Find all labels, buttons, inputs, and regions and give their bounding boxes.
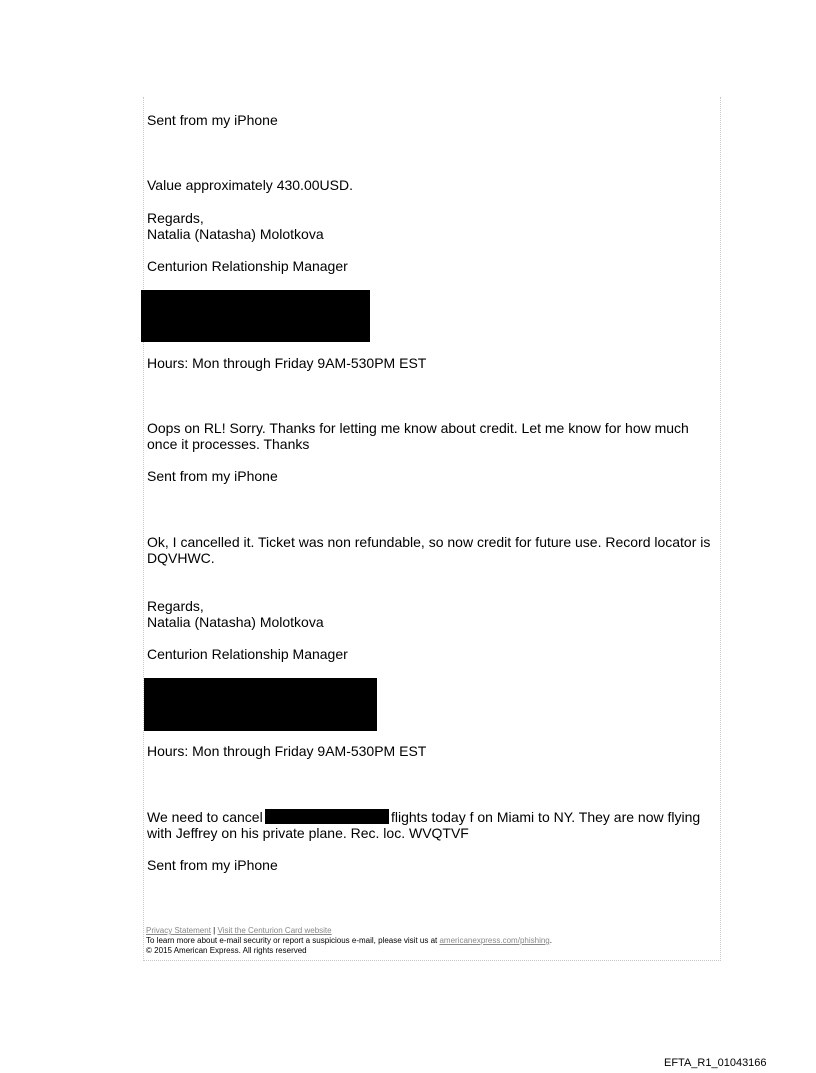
footer-separator: | [213, 926, 216, 935]
value-line: Value approximately 430.00USD. [147, 177, 353, 193]
privacy-statement-link[interactable]: Privacy Statement [146, 926, 211, 935]
sent-from-iphone: Sent from my iPhone [147, 112, 278, 128]
redaction-block [265, 809, 389, 824]
footer-copyright: © 2015 American Express. All rights reserved [146, 946, 307, 955]
message-line: once it processes. Thanks [147, 436, 310, 452]
regards: Regards, [147, 210, 204, 226]
signature-title: Centurion Relationship Manager [147, 258, 348, 274]
message-line: Ok, I cancelled it. Ticket was non refundable, so now credit for future use. Record locator is [147, 534, 711, 550]
footer-security-line [146, 936, 552, 945]
message-line: with Jeffrey on his private plane. Rec. loc. WVQTVF [147, 825, 469, 841]
redaction-block [144, 678, 377, 731]
regards: Regards, [147, 598, 204, 614]
message-line: flights today f on Miami to NY. They are now flying [391, 809, 701, 825]
document-id: EFTA_R1_01043166 [664, 1057, 767, 1069]
message-line: We need to cancel [147, 809, 263, 825]
signature-name: Natalia (Natasha) Molotkova [147, 614, 324, 630]
message-line: DQVHWC. [147, 550, 215, 566]
message-line: Oops on RL! Sorry. Thanks for letting me know about credit. Let me know for how much [147, 420, 689, 436]
sent-from-iphone: Sent from my iPhone [147, 857, 278, 873]
redaction-block [141, 290, 370, 342]
centurion-website-link[interactable]: Visit the Centurion Card website [217, 926, 332, 935]
sent-from-iphone: Sent from my iPhone [147, 468, 278, 484]
hours-line: Hours: Mon through Friday 9AM-530PM EST [147, 355, 427, 371]
hours-line: Hours: Mon through Friday 9AM-530PM EST [147, 743, 427, 759]
footer-links [146, 926, 332, 935]
security-text: To learn more about e-mail security or report a suspicious e-mail, please visit us at [146, 936, 438, 945]
signature-name: Natalia (Natasha) Molotkova [147, 226, 324, 242]
signature-title: Centurion Relationship Manager [147, 646, 348, 662]
security-text-end: . [549, 936, 552, 945]
phishing-link[interactable]: americanexpress.com/phishing [439, 936, 550, 945]
